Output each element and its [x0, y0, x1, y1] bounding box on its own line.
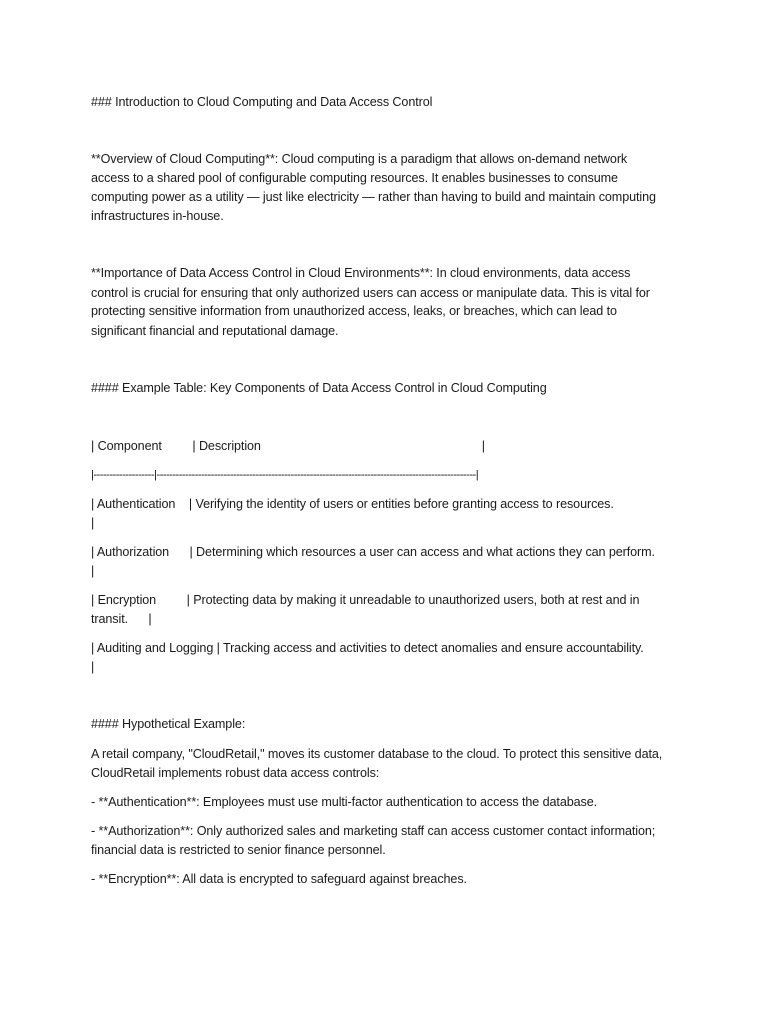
overview-line: infrastructures in-house. — [91, 209, 224, 223]
overview-line: computing power as a utility — just like electricity — rather than having to build and maintain computing — [91, 190, 656, 204]
table-header-row: | Component | Description | — [91, 439, 485, 453]
intro-heading: ### Introduction to Cloud Computing and Data Access Control — [91, 95, 433, 109]
hypothetical-heading: #### Hypothetical Example: — [91, 717, 246, 731]
importance-line: **Importance of Data Access Control in Cloud Environments**: In cloud environments, data access — [91, 266, 631, 280]
list-item: - **Encryption**: All data is encrypted to safeguard against breaches. — [91, 872, 467, 886]
importance-line: protecting sensitive information from unauthorized access, leaks, or breaches, which can lead to — [91, 304, 617, 318]
table-row-continuation: | — [91, 516, 95, 530]
table-row: | Encryption | Protecting data by making it unreadable to unauthorized users, both at rest and in — [91, 593, 640, 607]
list-item-continuation: financial data is restricted to senior finance personnel. — [91, 843, 386, 857]
example-intro-line: A retail company, "CloudRetail," moves its customer database to the cloud. To protect this sensitive data, — [91, 747, 663, 761]
table-row: | Authorization | Determining which resources a user can access and what actions they can perform. — [91, 545, 655, 559]
importance-line: significant financial and reputational damage. — [91, 324, 339, 338]
table-row-continuation: | — [91, 564, 95, 578]
list-item: - **Authentication**: Employees must use multi-factor authentication to access the database. — [91, 795, 598, 809]
overview-line: access to a shared pool of configurable computing resources. It enables businesses to consume — [91, 171, 618, 185]
table-row: | Authentication | Verifying the identity of users or entities before granting access to resources. — [91, 497, 614, 511]
list-item: - **Authorization**: Only authorized sales and marketing staff can access customer contact information; — [91, 824, 656, 838]
table-row-continuation: | — [91, 660, 95, 674]
table-separator-row: |-------------------|----------------------------------------------------------------------------------------------------| — [91, 469, 479, 481]
importance-line: control is crucial for ensuring that only authorized users can access or manipulate data. This is vital for — [91, 286, 650, 300]
example-intro-line: CloudRetail implements robust data access controls: — [91, 766, 380, 780]
table-row-continuation: transit. | — [91, 612, 152, 626]
table-row: | Auditing and Logging | Tracking access and activities to detect anomalies and ensure accountability. — [91, 641, 644, 655]
table-heading: #### Example Table: Key Components of Data Access Control in Cloud Computing — [91, 381, 547, 395]
overview-line: **Overview of Cloud Computing**: Cloud computing is a paradigm that allows on-demand network — [91, 152, 628, 166]
